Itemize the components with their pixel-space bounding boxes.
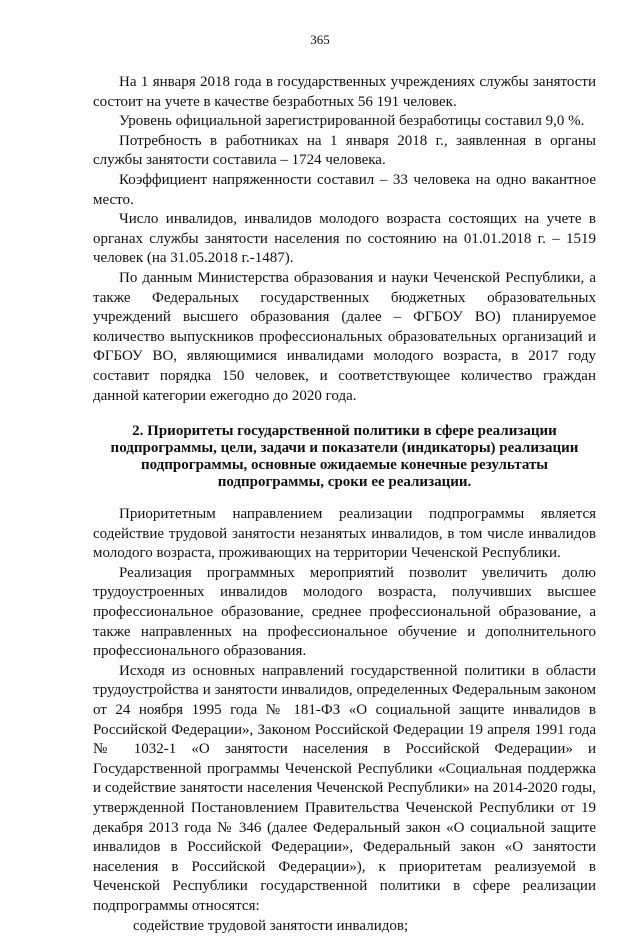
section-heading xyxy=(93,423,596,491)
heading-line: 2. Приоритеты государственной политики в сфере реализации xyxy=(132,423,557,440)
heading-line: подпрограммы, цели, задачи и показатели (индикаторы) реализации xyxy=(110,440,579,457)
paragraph-unemployment-rate: Уровень официальной зарегистрированной безработицы составил 9,0 %. xyxy=(119,113,585,130)
paragraph-legal-basis: Исходя из основных направлений государственной политики в области трудоустройства и занятости инвалидов, определенных Федеральным законом от 24 ноября 1995 года № 181-ФЗ «О социальной защите инвалидов в Российской Федерации», Законом Российской Федерации 19 апреля 1991 года № 1032-1 «О занятости населения в Российской Федерации» и Государственной программы Чеченской Республики «Социальная поддержка и содействие занятости населения Чеченской Республики» на 2014-2020 годы, утвержденной Постановлением Правительства Чеченской Республики от 19 декабря 2013 года № 346 (далее Федеральный закон «О социальной защите инвалидов в Российской Федерации», Федеральный закон «О занятости населения в Российской Федерации»), к приоритетам реализуемой в Чеченской Республики государственной политики в сфере реализации подпрограммы относятся: xyxy=(93,662,596,914)
paragraph-disabled-count: Число инвалидов, инвалидов молодого возраста состоящих на учете в органах службы занятости населения по состоянию на 01.01.2018 г. – 1519 человек (на 31.05.2018 г.-1487). xyxy=(93,211,596,267)
body-text xyxy=(93,73,596,936)
paragraph-unemployed: На 1 января 2018 года в государственных учреждениях службы занятости состоит на учете в качестве безработных 56 191 человек. xyxy=(93,74,596,110)
paragraph-ministry-data: По данным Министерства образования и науки Чеченской Республики, а также Федеральных государственных бюджетных образовательных учреждений высшего образования (далее – ФГБОУ ВО) планируемое количество выпускников профессиональных образовательных организаций и ФГБОУ ВО, являющимися инвалидами молодого возраста, в 2017 году составит порядка 150 человек, и соответствующее количество граждан данной категории ежегодно до 2020 года. xyxy=(93,269,596,404)
paragraph-tension-coefficient: Коэффициент напряженности составил – 33 человека на одно вакантное место. xyxy=(93,171,596,208)
paragraph-priority-direction: Приоритетным направлением реализации подпрограммы является содействие трудовой занятости незанятых инвалидов, в том числе инвалидов молодого возраста, проживающих на территории Чеченской Республики. xyxy=(93,506,596,562)
page-number: 365 xyxy=(310,32,330,47)
heading-line: подпрограммы, основные ожидаемые конечные результаты xyxy=(140,457,549,474)
paragraph-program-implementation: Реализация программных мероприятий позволит увеличить долю трудоустроенных инвалидов молодого возраста, получивших высшее профессиональное образование, среднее профессиональной образование, а также направленных на профессиональное обучение и дополнительного профессионального образования. xyxy=(93,564,596,660)
heading-line: подпрограммы, сроки ее реализации. xyxy=(217,474,472,491)
paragraph-worker-demand: Потребность в работниках на 1 января 2018 г., заявленная в органы службы занятости составила – 1724 человека. xyxy=(93,132,596,169)
list-item: содействие трудовой занятости инвалидов; xyxy=(133,917,409,934)
